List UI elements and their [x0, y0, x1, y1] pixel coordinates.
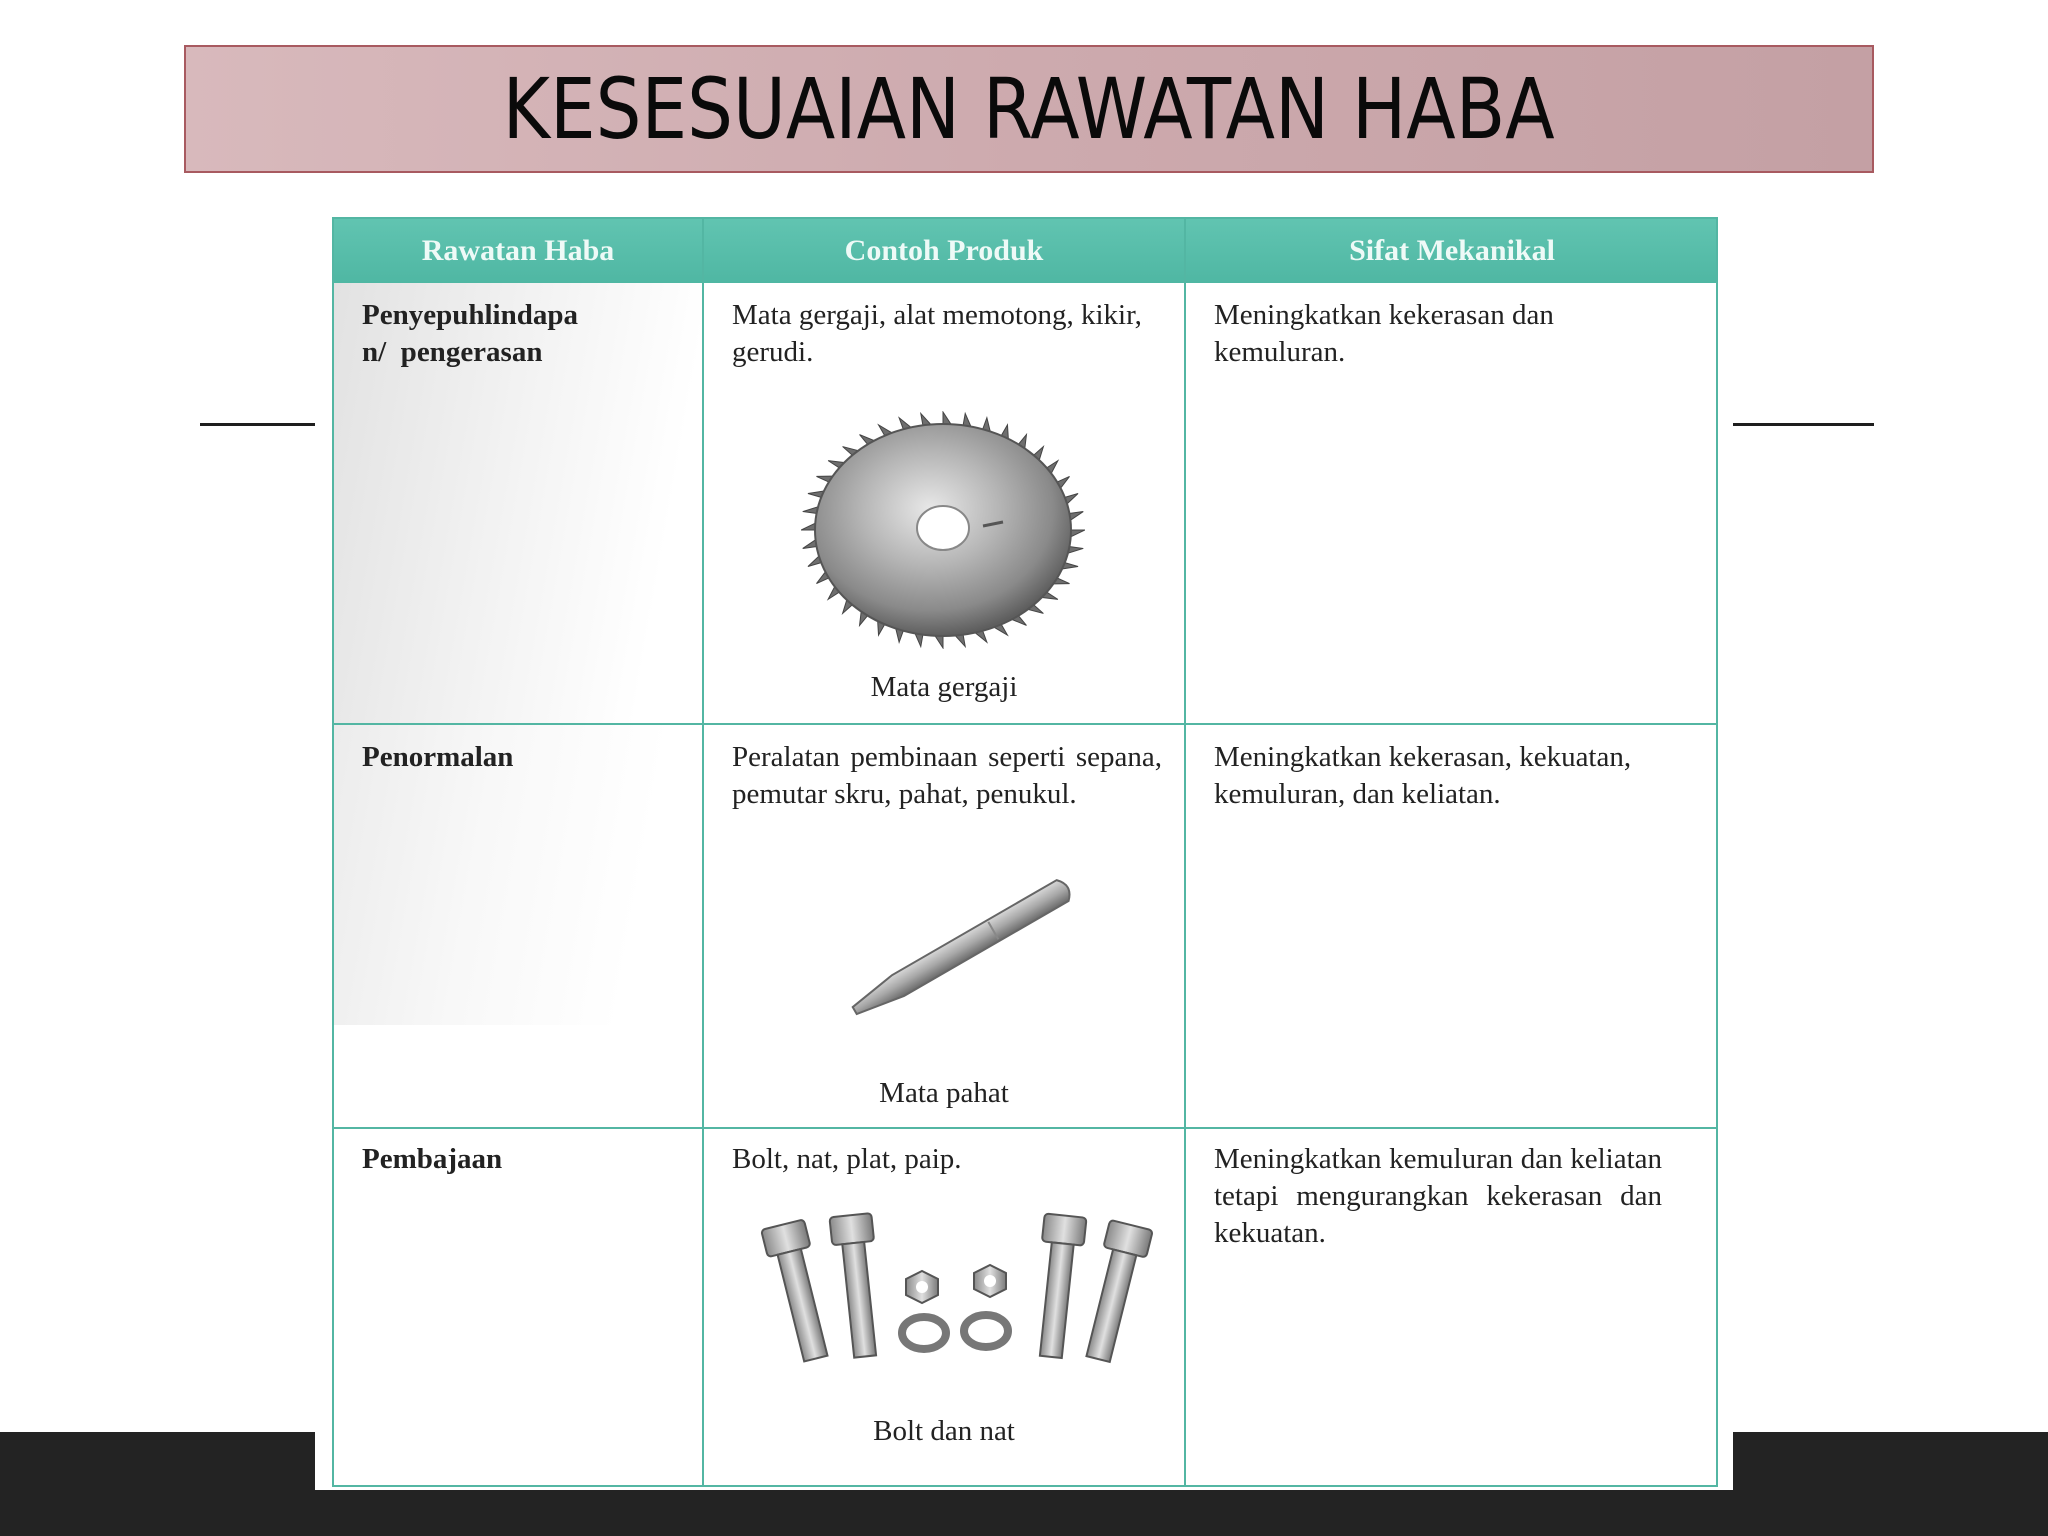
row-divider — [334, 723, 1716, 725]
table-row-2-property: Meningkatkan kekerasan, kekuatan, kemuluran, dan keliatan. — [1214, 741, 1632, 810]
table-row-1-treatment — [362, 297, 692, 371]
table-row-1-product: Mata gergaji, alat memotong, kikir, gerudi. — [732, 299, 1142, 368]
image-caption: Mata gergaji — [870, 671, 1018, 703]
table-row-3-treatment: Pembajaan — [362, 1143, 503, 1175]
table-header-row — [334, 219, 1716, 283]
header-contoh-produk: Contoh Produk — [844, 234, 1044, 267]
column-divider — [1184, 219, 1186, 1485]
table-row-1-property: Meningkatkan kekerasan dan kemuluran. — [1214, 299, 1554, 368]
header-rawatan-haba: Rawatan Haba — [421, 234, 615, 267]
header-sifat-mekanikal: Sifat Mekanikal — [1349, 234, 1555, 267]
table-row-3-product: Bolt, nat, plat, paip. — [732, 1143, 962, 1175]
bolts-nuts-icon — [746, 1209, 1166, 1369]
heat-treatment-table — [332, 217, 1718, 1487]
treatment-line: Penyepuhlindapa — [362, 299, 578, 331]
table-row-2-product: Peralatan pembinaan seperti sepana, pemutar skru, pahat, penukul. — [732, 741, 1162, 810]
row-divider — [334, 1127, 1716, 1129]
title-banner — [184, 45, 1874, 173]
column-divider — [702, 219, 704, 1485]
divider-line-left — [200, 423, 320, 426]
divider-line-right — [1730, 423, 1874, 426]
table-image-panel — [315, 202, 1733, 1490]
treatment-line: n/ pengerasan — [362, 336, 543, 368]
table-row-3-property: Meningkatkan kemuluran dan keliatan tetapi mengurangkan kekerasan dan kekuatan. — [1214, 1143, 1662, 1249]
table-row-2-treatment: Penormalan — [362, 741, 514, 773]
chisel-icon — [802, 859, 1102, 1059]
saw-blade-icon — [801, 411, 1085, 649]
slide-title: KESESUAIAN RAWATAN HABA — [502, 60, 1556, 158]
image-caption: Mata pahat — [879, 1077, 1009, 1109]
image-caption: Bolt dan nat — [873, 1415, 1015, 1447]
